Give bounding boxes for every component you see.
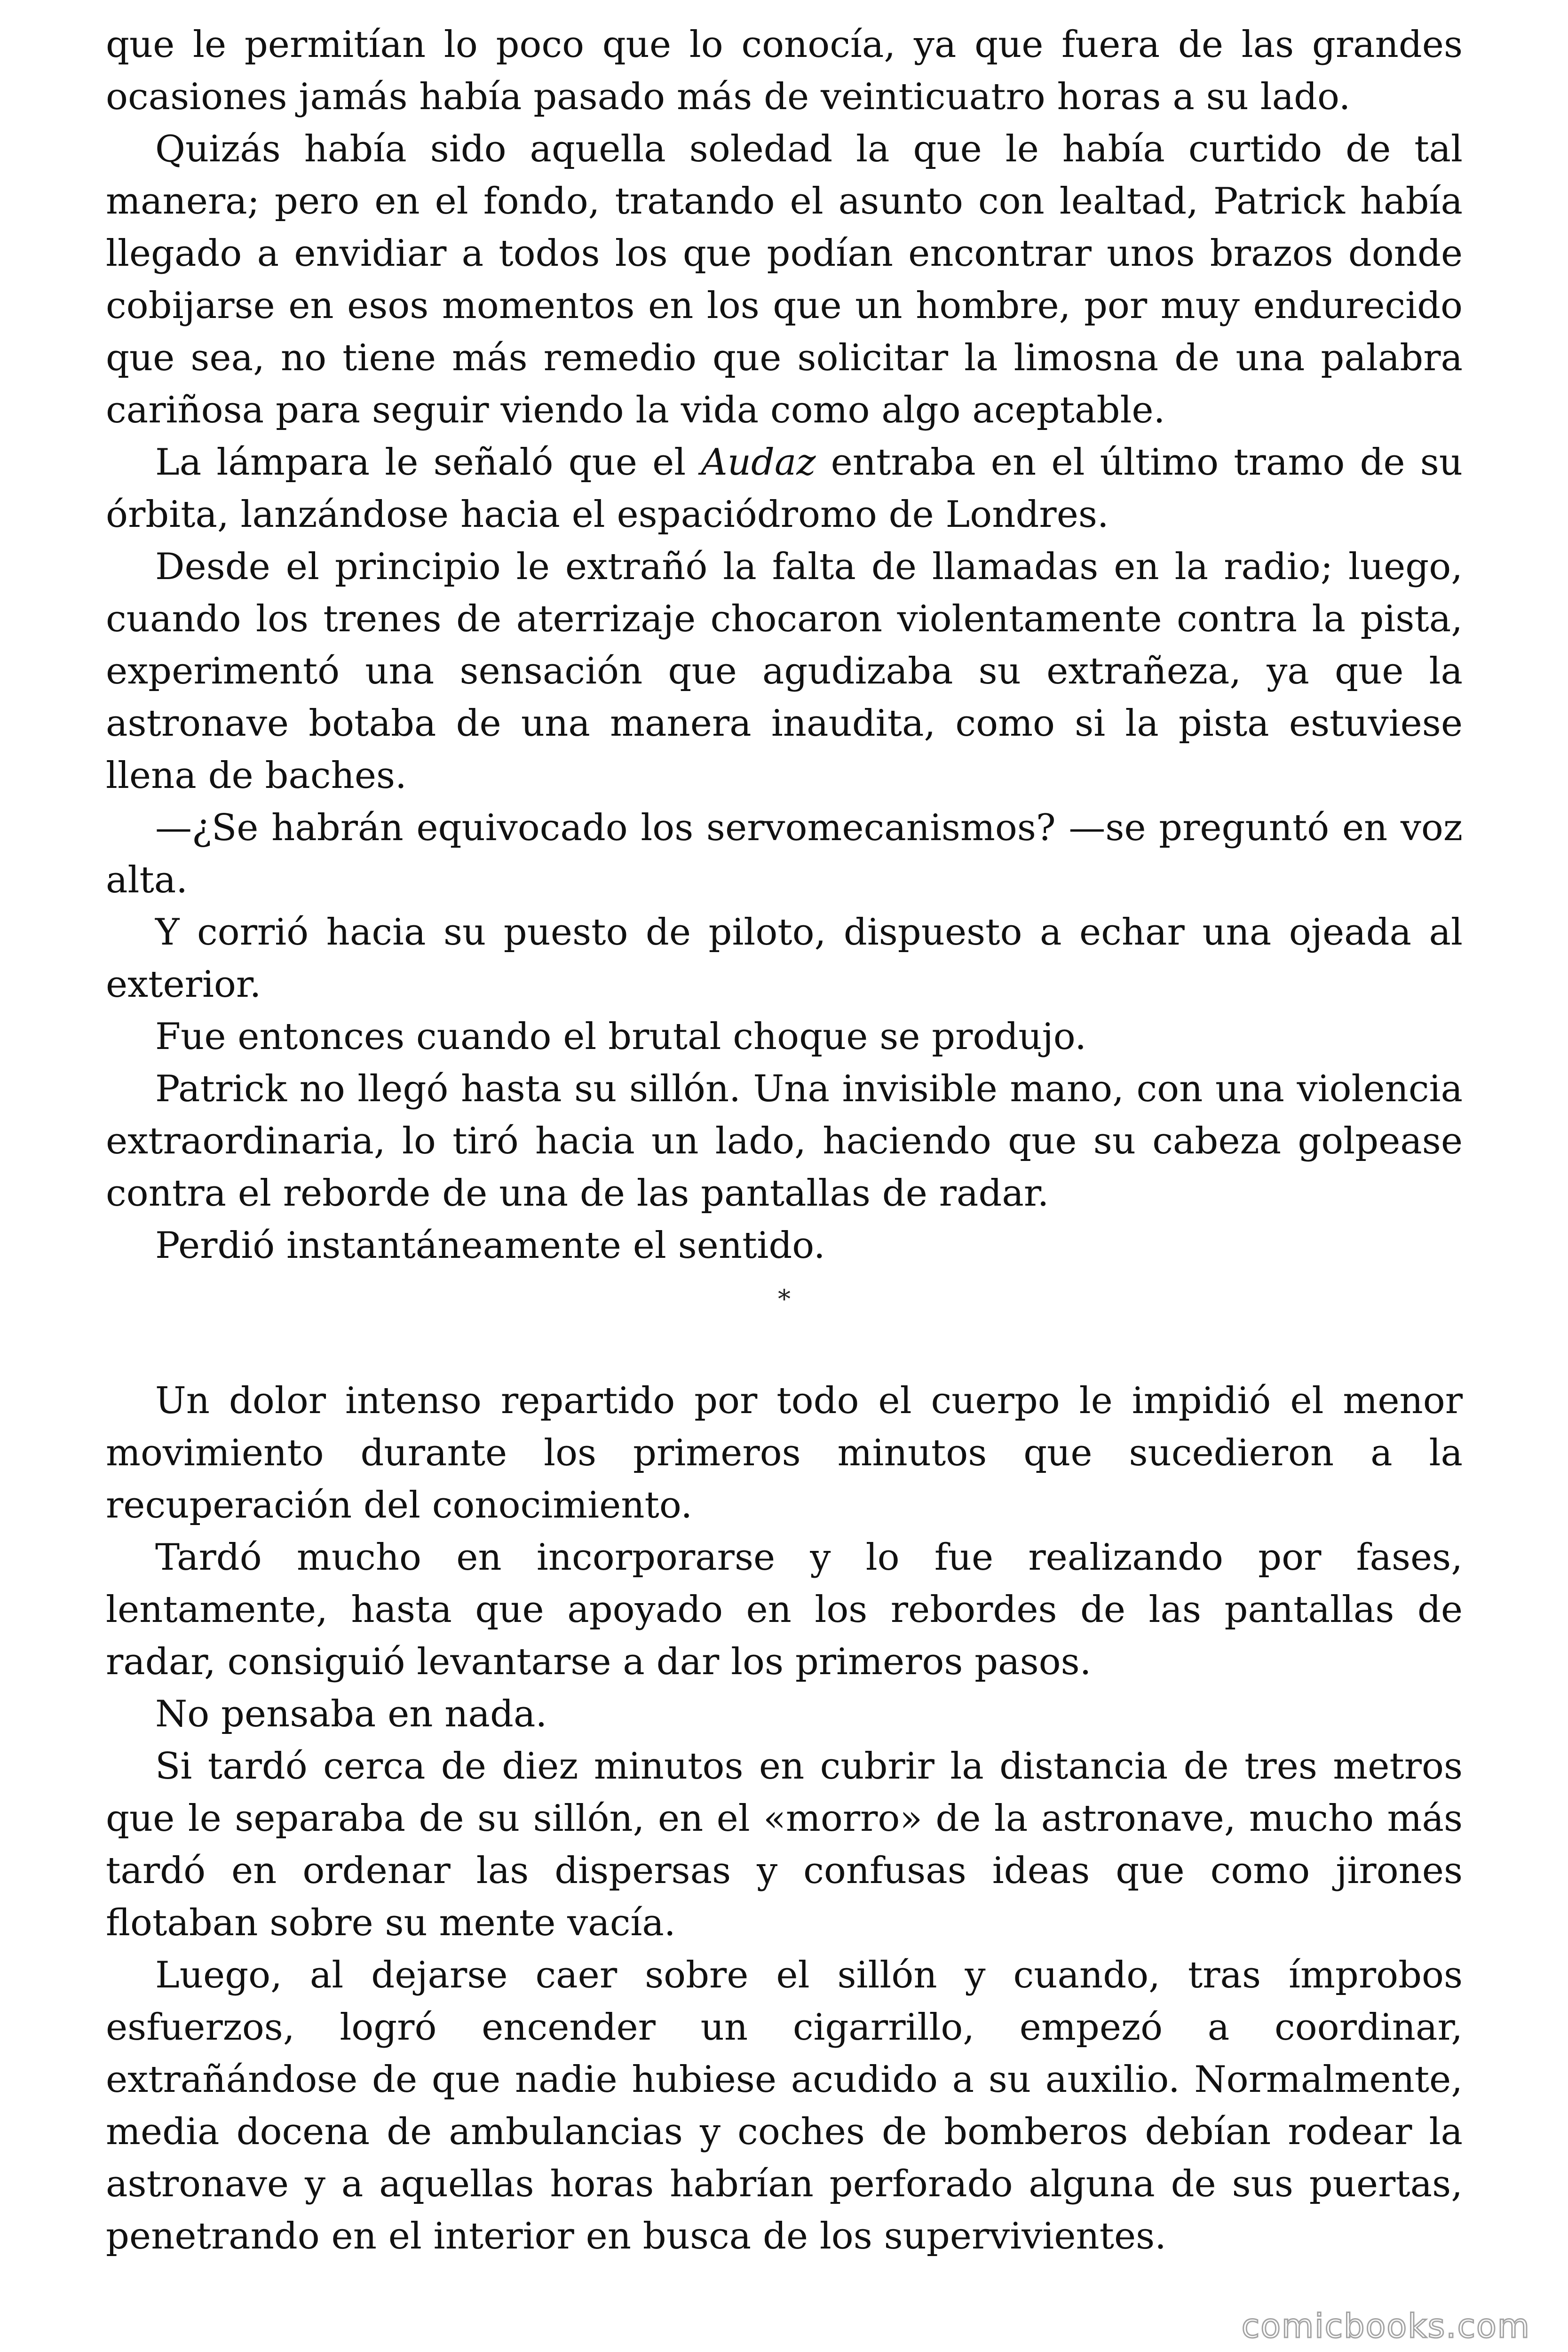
watermark: comicbooks.com [1241,2307,1530,2345]
paragraph: Luego, al dejarse caer sobre el sillón y cuando, tras ímprobos esfuerzos, logró encender un cigarrillo, empezó a coordinar, extrañándose de que nadie hubiese acudido a su auxilio. Normalmente, media docena de ambulancias y coches de bomberos debían rodear la astronave y a aquellas horas habrían perforado alguna de sus puertas, penetrando en el interior en busca de los supervivientes. [106,1954,1463,2257]
paragraph: No pensaba en nada. [155,1693,547,1735]
paragraph: Un dolor intenso repartido por todo el cuerpo le impidió el menor movimiento durante los primeros minutos que sucedieron a la recuperación del conocimiento. [106,1380,1463,1526]
paragraph: Fue entonces cuando el brutal choque se produjo. [155,1016,1087,1058]
book-page [106,19,1463,2263]
ship-name: Audaz [701,441,816,484]
paragraph-text: entraba en el último tramo de su órbita, lanzándose hacia el espaciódromo de Londres. [106,441,1463,536]
scene-break: * [778,1284,791,1314]
paragraph-text: La lámpara le señaló que el [155,441,701,484]
paragraph [106,437,1463,541]
paragraph: Quizás había sido aquella soledad la que le había curtido de tal manera; pero en el fondo, tratando el asunto con lealtad, Patrick había llegado a envidiar a todos los que podían encontrar unos brazos donde cobijarse en esos momentos en los que un hombre, por muy endurecido que sea, no tiene más remedio que solicitar la limosna de una palabra cariñosa para seguir viendo la vida como algo aceptable. [106,128,1463,431]
paragraph: Tardó mucho en incorporarse y lo fue realizando por fases, lentamente, hasta que apoyado en los rebordes de las pantallas de radar, consiguió levantarse a dar los primeros pasos. [106,1536,1463,1683]
paragraph: Si tardó cerca de diez minutos en cubrir la distancia de tres metros que le separaba de su sillón, en el «morro» de la astronave, mucho más tardó en ordenar las dispersas y confusas ideas que como jirones flotaban sobre su mente vacía. [106,1745,1463,1944]
paragraph: —¿Se habrán equivocado los servomecanismos? —se preguntó en voz alta. [106,807,1463,901]
paragraph: que le permitían lo poco que lo conocía, ya que fuera de las grandes ocasiones jamás había pasado más de veinticuatro horas a su lado. [106,24,1463,118]
paragraph: Perdió instantáneamente el sentido. [155,1224,825,1267]
paragraph: Y corrió hacia su puesto de piloto, dispuesto a echar una ojeada al exterior. [106,911,1463,1006]
paragraph: Desde el principio le extrañó la falta de llamadas en la radio; luego, cuando los trenes de aterrizaje chocaron violentamente contra la pista, experimentó una sensación que agudizaba su extrañeza, ya que la astronave botaba de una manera inaudita, como si la pista estuviese llena de baches. [106,546,1463,797]
paragraph: Patrick no llegó hasta su sillón. Una invisible mano, con una violencia extraordinaria, lo tiró hacia un lado, haciendo que su cabeza golpease contra el reborde de una de las pantallas de radar. [106,1068,1463,1215]
